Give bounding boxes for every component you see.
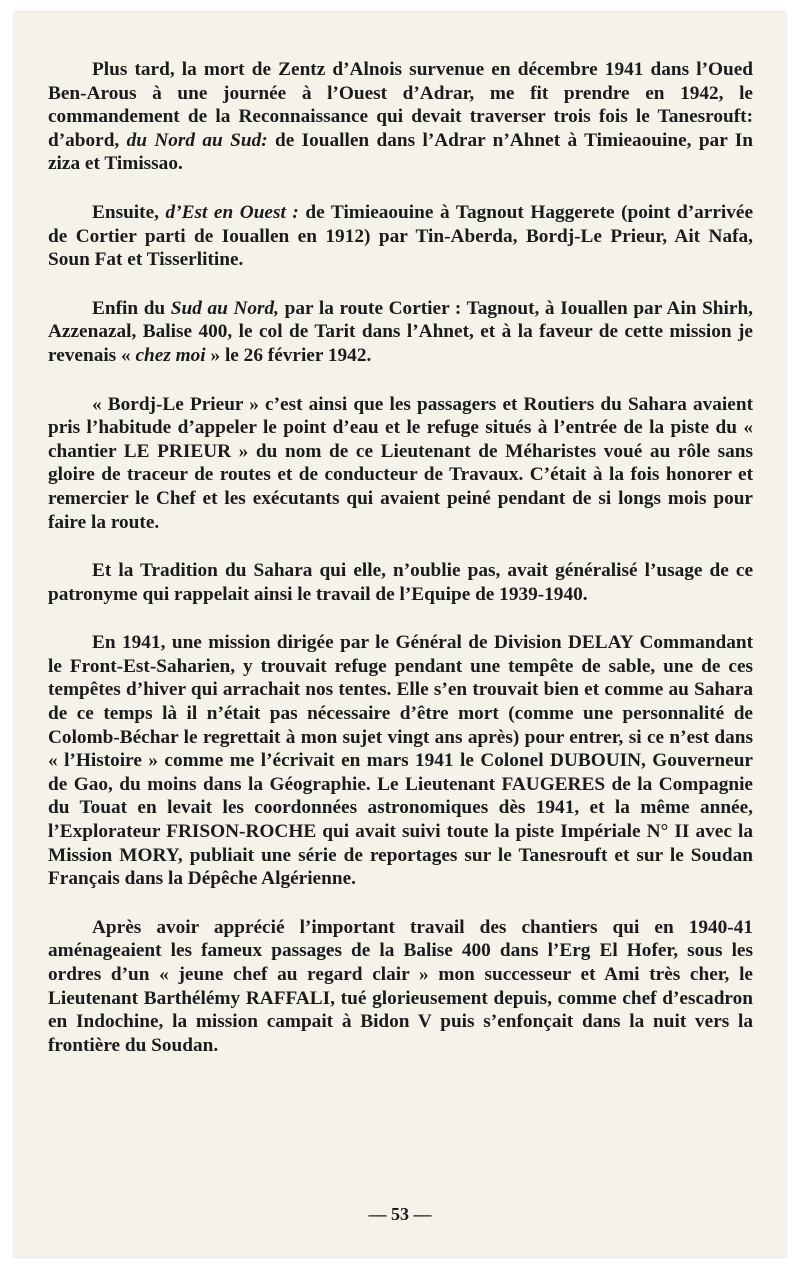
paragraph-5	[48, 559, 753, 606]
text-run: par la route Cortier : Tagnout, à Iouallen par Ain Shirh, Azzenazal, Balise 400, le col de Tarit dans l’Ahnet, et à la faveur de cette mission je revenais «	[48, 297, 753, 366]
book-page	[14, 12, 786, 1257]
italic-run: du Nord au Sud:	[126, 129, 268, 151]
text-run: » le 26 février 1942.	[205, 344, 372, 366]
paragraph-1	[48, 58, 753, 176]
text-run: de Timieaouine à Tagnout Haggerete (point d’arrivée de Cortier parti de Iouallen en 1912) par Tin-Aberda, Bordj-Le Prieur, Ait Nafa, Soun Fat et Tisserlitine.	[48, 201, 754, 271]
text-run: Plus tard, la mort de Zentz d’Alnois survenue en décembre 1941 dans l’Oued Ben-Arous à une journée à l’Ouest d’Adrar, me fit prendre en 1942, le commandement de la Reconnaissance qui devait traverser trois fois le Tanesrouft: d’abord,	[48, 59, 753, 151]
paragraph-2	[48, 201, 753, 272]
text-run: « Bordj-Le Prieur » c’est ainsi que les passagers et Routiers du Sahara avaient pris l’habitude d’appeler le point d’eau et le refuge situés à l’entrée de la piste du « chantier LE PRIEUR » du nom de ce Lieutenant de Méharistes voué au rôle sans gloire de traceur de routes et de conducteur de Travaux. C’était à la fois honorer et remercier le Chef et les exécutants qui avaient peiné pendant de si longs mois pour faire la route.	[48, 393, 753, 533]
paragraph-6	[48, 631, 753, 891]
italic-run: Sud au Nord,	[170, 297, 280, 319]
paragraph-3	[48, 297, 753, 368]
italic-run: chez moi	[135, 344, 206, 366]
paragraph-4	[48, 393, 753, 535]
text-run: En 1941, une mission dirigée par le Général de Division DELAY Commandant le Front-Est-Saharien, y trouvait refuge pendant une tempête de sable, une de ces tempêtes d’hiver qui arrachait nos tentes. Elle s’en trouvait bien et comme au Sahara de ce temps là il n’était pas nécessaire d’être mort (comme une personnalité de Colomb-Béchar le regrettait à mon sujet vingt ans après) pour entrer, si ce n’est dans « l’Histoire » comme me l’écrivait en mars 1941 le Colonel DUBOUIN, Gouverneur de Gao, du moins dans la Géographie. Le Lieutenant FAUGERES de la Compagnie du Touat en levait les coordonnées astronomiques dès 1941, et la même année, l’Explorateur FRISON-ROCHE qui avait suivi toute la piste Impériale N° II avec la Mission MORY, publiait une série de reportages sur le Tanesrouft et sur le Soudan Français dans la Dépêche Algérienne.	[48, 632, 753, 890]
text-run: Après avoir apprécié l’important travail des chantiers qui en 1940-41 aménageaient les fameux passages de la Balise 400 dans l’Erg El Hofer, sous les ordres d’un « jeune chef au regard clair » mon successeur et Ami très cher, le Lieutenant Barthélémy RAFFALI, tué glorieusement depuis, comme chef d’escadron en Indochine, la mission campait à Bidon V puis s’enfonçait dans la nuit vers la frontière du Soudan.	[48, 916, 753, 1056]
page-number: — 53 —	[368, 1204, 432, 1224]
italic-run: d’Est en Ouest :	[165, 201, 299, 223]
text-run: Ensuite,	[92, 201, 166, 223]
text-run: Et la Tradition du Sahara qui elle, n’oublie pas, avait généralisé l’usage de ce patronyme qui rappelait ainsi le travail de l’Equipe de 1939-1940.	[48, 560, 753, 605]
body-text	[48, 58, 753, 1057]
text-run: de Iouallen dans l’Adrar n’Ahnet à Timieaouine, par In ziza et Timissao.	[48, 129, 753, 175]
text-run: Enfin du	[92, 297, 171, 319]
paragraph-7	[48, 916, 753, 1058]
